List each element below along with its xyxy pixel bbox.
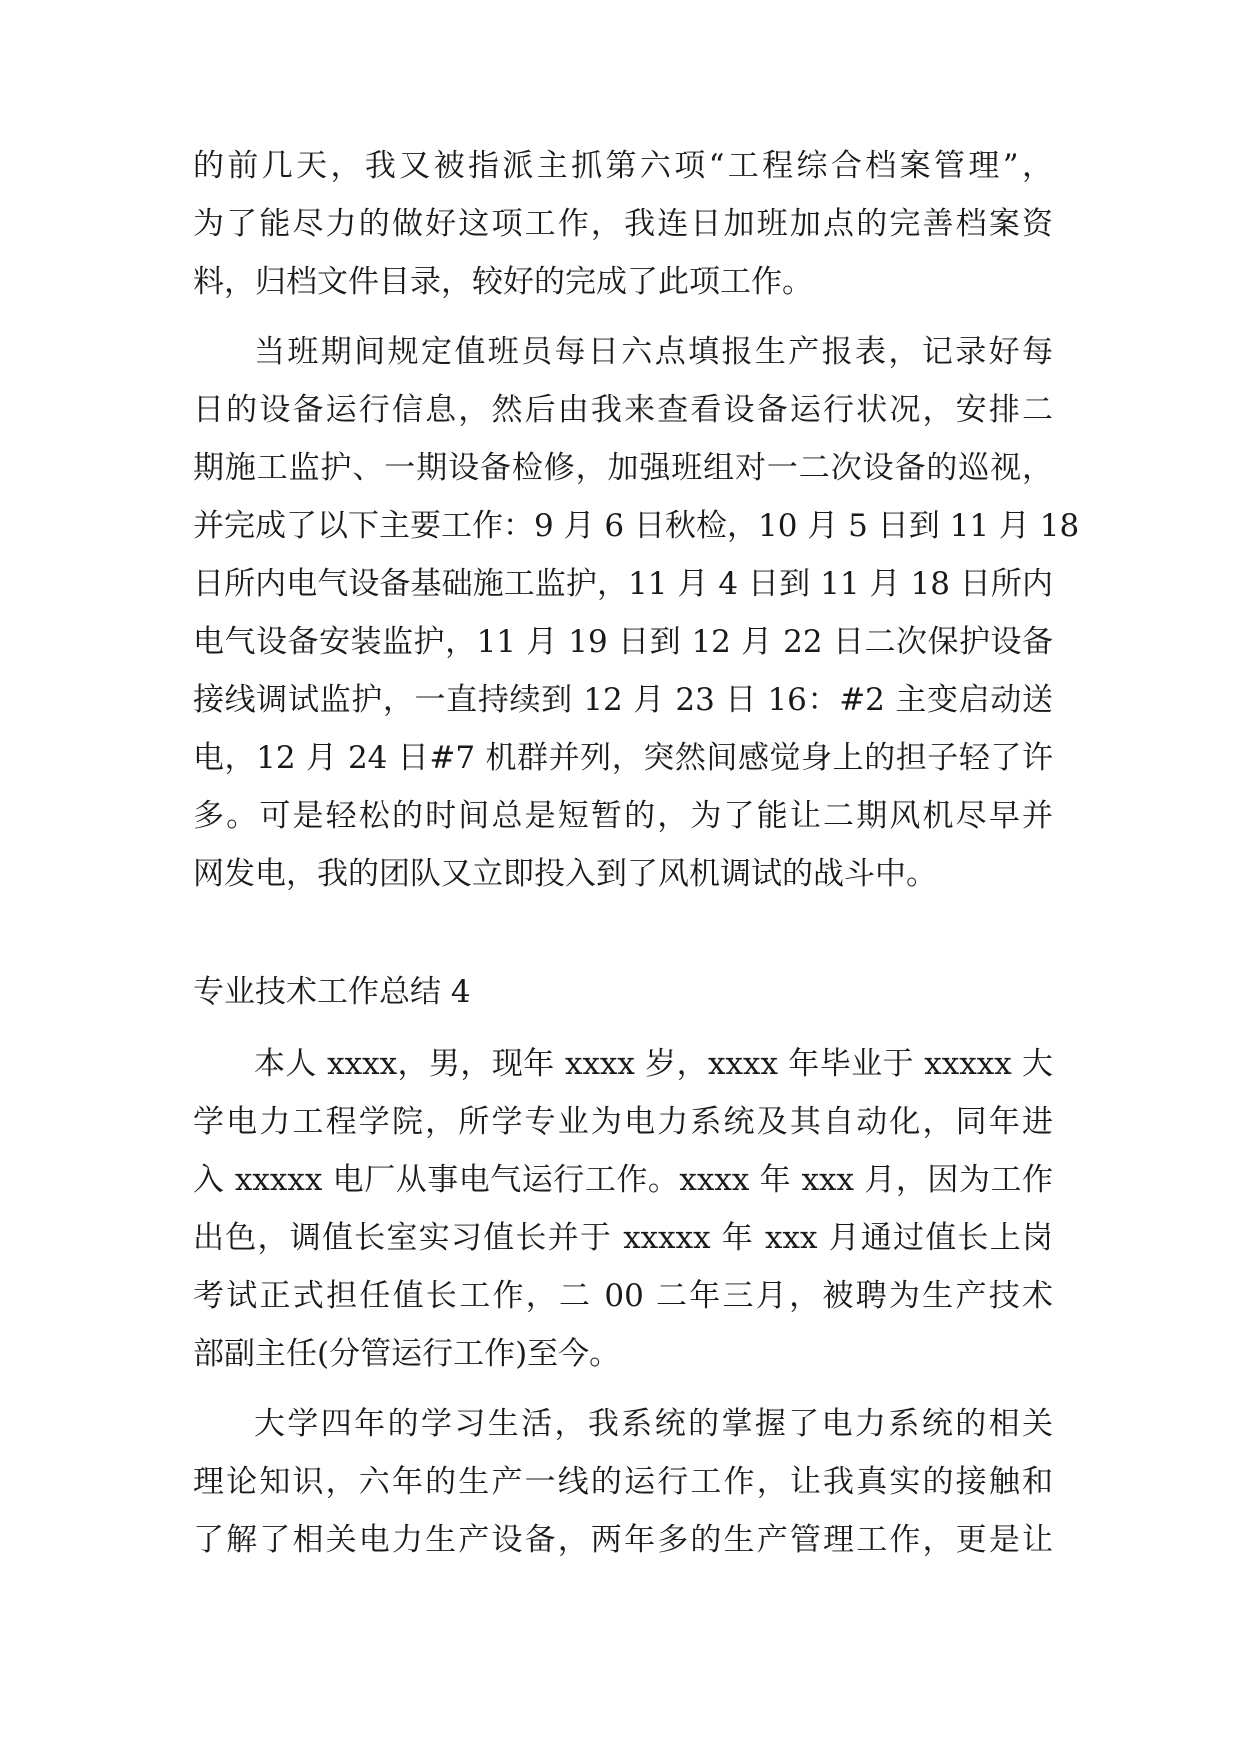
text-line: 多。可是轻松的时间总是短暂的，为了能让二期风机尽早并: [193, 798, 1053, 834]
text-line: 大学四年的学习生活，我系统的掌握了电力系统的相关: [254, 1406, 1053, 1442]
text-line: 日所内电气设备基础施工监护，11 月 4 日到 11 月 18 日所内: [193, 566, 1053, 602]
text-line: 电，12 月 24 日#7 机群并列，突然间感觉身上的担子轻了许: [193, 740, 1053, 776]
section-heading: 专业技术工作总结 4: [193, 974, 471, 1010]
text-line: 接线调试监护，一直持续到 12 月 23 日 16：#2 主变启动送: [193, 682, 1053, 718]
text-line: 为了能尽力的做好这项工作，我连日加班加点的完善档案资: [193, 206, 1053, 242]
text-line: 并完成了以下主要工作：9 月 6 日秋检，10 月 5 日到 11 月 18: [193, 508, 1080, 544]
text-line: 入 xxxxx 电厂从事电气运行工作。xxxx 年 xxx 月，因为工作: [193, 1162, 1053, 1198]
text-line: 网发电，我的团队又立即投入到了风机调试的战斗中。: [193, 856, 937, 892]
text-line: 当班期间规定值班员每日六点填报生产报表，记录好每: [254, 334, 1053, 370]
text-line: 期施工监护、一期设备检修，加强班组对一二次设备的巡视，: [193, 450, 1053, 486]
text-line: 理论知识，六年的生产一线的运行工作，让我真实的接触和: [193, 1464, 1053, 1500]
text-line: 考试正式担任值长工作，二 00 二年三月，被聘为生产技术: [193, 1278, 1053, 1314]
text-line: 日的设备运行信息，然后由我来查看设备运行状况，安排二: [193, 392, 1053, 428]
text-line: 料，归档文件目录，较好的完成了此项工作。: [193, 264, 813, 300]
text-line: 的前几天，我又被指派主抓第六项“工程综合档案管理”，: [193, 148, 1053, 184]
text-line: 本人 xxxx，男，现年 xxxx 岁，xxxx 年毕业于 xxxxx 大: [254, 1046, 1053, 1082]
text-line: 出色，调值长室实习值长并于 xxxxx 年 xxx 月通过值长上岗: [193, 1220, 1053, 1256]
text-line: 学电力工程学院，所学专业为电力系统及其自动化，同年进: [193, 1104, 1053, 1140]
text-line: 部副主任(分管运行工作)至今。: [193, 1336, 621, 1372]
text-line: 了解了相关电力生产设备，两年多的生产管理工作，更是让: [193, 1522, 1053, 1558]
text-line: 电气设备安装监护，11 月 19 日到 12 月 22 日二次保护设备: [193, 624, 1053, 660]
